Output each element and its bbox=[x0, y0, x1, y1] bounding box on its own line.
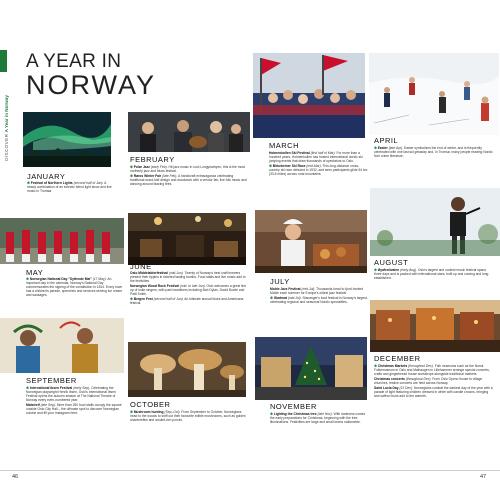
month-text-april: ✱ Easter (late Apr). Easter symbolizes the end of winter, and is frequently celebrated with one last ski getaway and, in Tromsø, many people reading Nordic Noir crime literature. bbox=[374, 146, 493, 159]
month-text-july: Molde Jazz Festival (mid-Jul). Thousands head to fjord-fronted Molde each summer for Europe's oldest jazz festival. ✱ Gladmat (mid-Jul). Stavanger's food festival is Norway's largest, celebrating regional and seasonal Nordic specialities. bbox=[270, 287, 368, 304]
photo-ski-festival-crowd bbox=[253, 53, 365, 138]
page-title-line1: A YEAR IN bbox=[26, 51, 122, 72]
month-text-december: ✱ Christmas Markets (throughout Dec). Folk museums such as the Norsk Folkemuseum in Oslo and Maihaugen in Lillehammer arrange special concerts, crafts and gingerbread house workshops alongside traditional markets. Christmas concerts (throughout Dec). From Oslo Opera House to village churches, festive concerts are held across Norway. Saint Lucia Day (13 Dec). Norwegians combat the darkest day of the year with a parade of light featuring children dressed in white with candle crowns, bringing and saffron buns add to the warmth. bbox=[374, 364, 493, 398]
sidebar-topic: A Year in Norway bbox=[4, 95, 9, 133]
sidebar-running-head bbox=[4, 80, 10, 176]
page-footer-rule bbox=[0, 470, 500, 471]
photo-concert-stage bbox=[128, 213, 246, 265]
month-heading-september: SEPTEMBER bbox=[26, 376, 77, 385]
month-text-march: Holmenkollen Ski Festival (first half of Mar). For more than a hundred years, Holmenkollen has hosted international nordic ski jumping events that draw thousands of spectators to Oslo. ✱ Birkebeiner Ski Race (mid-Mar). This long-distance cross-country ski race debuted in 1932, and sees participants glide 54 km (33.5 miles) across rural mountains. bbox=[269, 151, 368, 177]
month-heading-march: MARCH bbox=[269, 141, 299, 150]
month-text-june: Oslo Middelalderfestival (mid-Jun). Twenty of Norway's best craft brewers present their tipples in ticketed tasting booths. Food stalls and live music add to the festivities. Norwegian Wood Rock Festival (mid- to late Jun). Oslo welcomes a great line up of indie singers, with past headliners including Bob Dylan, David Bowie and Patti Smith. ✱ Bergen Fest (second half of Jun). An intimate annual blues and Americana festival. bbox=[130, 271, 247, 305]
photo-mushrooms bbox=[128, 342, 246, 397]
photo-christmas-market bbox=[370, 300, 500, 352]
photo-easter-skiers bbox=[369, 53, 499, 135]
month-text-january: ✱ Festival of Northern Lights (second half of Jan). A heady combination of an eclectic blend light show and live music in Tromsø. bbox=[27, 181, 112, 194]
month-heading-january: JANUARY bbox=[27, 172, 66, 181]
sidebar-section: DISCOVER bbox=[4, 133, 9, 161]
month-heading-june: JUNE bbox=[130, 262, 152, 271]
month-heading-february: FEBRUARY bbox=[130, 155, 175, 164]
month-text-november: ✱ Lighting the Christmas tree (late Nov). With darkness comes the early preparations for Christmas, beginning with the tree illuminations. Festivities are large and small towns nationwide. bbox=[270, 412, 366, 425]
month-heading-august: AUGUST bbox=[374, 258, 409, 267]
photo-food-festival-chef bbox=[255, 210, 367, 273]
photo-musicians bbox=[128, 112, 250, 152]
month-heading-november: NOVEMBER bbox=[270, 402, 317, 411]
month-heading-october: OCTOBER bbox=[130, 400, 171, 409]
page-title bbox=[26, 52, 186, 99]
month-text-august: ✱ Øyafestivalen (early Aug). Oslo's largest and coolest music festival spans three days and is packed with international stars, built up and coming and long established. bbox=[374, 268, 489, 281]
photo-northern-lights bbox=[23, 112, 111, 167]
month-heading-july: JULY bbox=[270, 277, 290, 286]
photo-music-festival-singer bbox=[370, 188, 500, 256]
page-number-right: 47 bbox=[480, 474, 487, 480]
sidebar-tab bbox=[0, 50, 7, 72]
page-title-line2: NORWAY bbox=[26, 70, 157, 100]
photo-christmas-tree-lighting bbox=[255, 337, 367, 400]
month-heading-may: MAY bbox=[26, 268, 44, 277]
month-text-may: ✱ Norwegian National Day "Syttende Mai" (17 May). An important day in the calendar, Norway's National Day commemorates the signing of the constitution in 1814. Every town has a children's parade, speeches and services serving ice cream and sausages. bbox=[26, 277, 123, 298]
month-text-february: ✱ Polar Jazz (early Feb). Hit jazz music in cool Longyearbyen; this is the most northerly jazz and blues festival. ✱ Røros Winter Fair (late Feb). A handicraft extravaganza celebrating traditional wood-knit design and woodwork with a vendor fair, live folk music and dancing around blazing fires. bbox=[130, 165, 247, 186]
page-number-left: 46 bbox=[12, 474, 19, 480]
month-text-october: ✱ Mushroom hunting (Sep–Oct). From September to October, Norwegians head to the woods to sniff out their favourite edible mushrooms, such as golden chanterelles and amulet-rich porcini. bbox=[130, 410, 246, 423]
month-heading-april: APRIL bbox=[374, 136, 399, 145]
photo-theatre-costumes bbox=[0, 318, 124, 373]
photo-national-day-parade bbox=[0, 218, 124, 264]
month-text-september: ✱ International Ibsen Festival (early Sep). Celebrating the Norwegian playwright Henrik Ibsen, Oslo's International Ibsen Festival opens the autumn season at The National Theatre of Norway every even-numbered year. Matstreif (late Sep). More than 250 food stalls occupy the square outside Oslo City Hall – the ultimate spot to discover Norwegian cuisine and fill your Instagram feed. bbox=[26, 386, 122, 416]
month-heading-december: DECEMBER bbox=[374, 354, 421, 363]
